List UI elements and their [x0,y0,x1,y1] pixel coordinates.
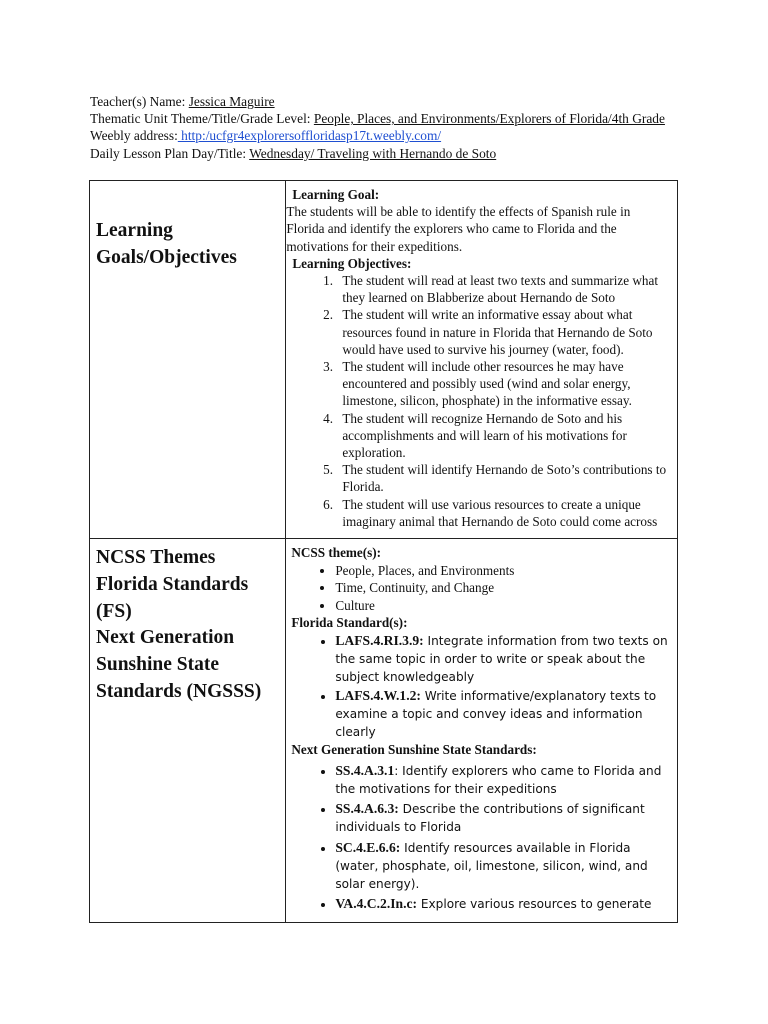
list-item: 1. The student will read at least two texts and summarize what they learned on Blabberize about Hernando de Soto [336,272,669,306]
goals-title: Learning Goals/Objectives [96,220,237,268]
list-item: 5. The student will identify Hernando de Soto’s contributions to Florida. [336,461,669,495]
standards-title-line: NCSS Themes [96,547,216,568]
standard-code: LAFS.4.W.1.2: [335,687,421,703]
list-item: 2. The student will write an informative essay about what resources found in nature in Florida that Hernando de Soto would have used to survive his journey (water, food). [336,306,669,358]
daily-value: Wednesday/ Traveling with Hernando de Soto [249,145,497,161]
standard-code: SS.4.A.3.1 [335,762,395,778]
list-item: • People, Places, and Environments [335,562,673,580]
ncss-themes-list [291,562,673,615]
standards-title-line: Next Generation [96,627,235,649]
standard-text: Identify resources available in Florida (water, phosphate, oil, limestone, silicon, wind, and solar energy). [335,840,648,891]
goals-title-cell [90,181,286,539]
teacher-line [90,93,680,110]
learning-goal-text: The students will be able to identify the effects of Spanish rule in Florida and identify the explorers who came to Florida and the motivations for their expeditions. [286,204,631,254]
florida-standards-list [291,632,673,741]
ngsss-list [291,762,673,914]
learning-goal-heading: Learning Goal: [292,187,380,202]
teacher-label: Teacher(s) Name: [90,94,189,109]
standard-code: SS.4.A.6.3: [335,801,399,817]
list-item [335,762,673,798]
standard-text: Integrate information from two texts on the same topic in order to write or speak about the subject knowledgeably [335,633,668,685]
list-item: 3. The student will include other resources he may have encountered and possibly used (wind and solar energy, limestone, silicon, phosphate) in the informative essay. [336,358,669,410]
standard-code: LAFS.4.RI.3.9: [335,632,424,648]
unit-value: People, Places, and Environments/Explorers of Florida/4th Grade [313,111,665,127]
standard-text: : Identify explorers who came to Florida and the motivations for their expeditions [335,763,662,796]
daily-label: Daily Lesson Plan Day/Title: [90,145,250,161]
list-item [335,839,673,894]
standard-text: Explore various resources to generate [417,897,652,912]
standards-row [90,539,678,923]
list-item [335,632,673,687]
standards-title-cell [90,539,286,923]
unit-label: Thematic Unit Theme/Title/Grade Level: [90,111,314,127]
standards-title-line: (FS) [96,600,132,622]
ncss-heading: NCSS theme(s): [291,545,382,560]
weebly-label: Weebly address: [90,128,178,144]
weebly-link[interactable]: http:/ucfgr4explorersoffloridasp17t.weebly.com/ [177,128,442,144]
list-item: 6. The student will use various resources to create a unique imaginary animal that Hernando de Soto could come across [336,496,669,530]
learning-objectives-heading: Learning Objectives: [292,255,412,271]
goals-content-cell [286,181,678,539]
standard-text: Write informative/explanatory texts to examine a topic and convey ideas and information clearly [335,688,657,739]
standards-title [90,545,285,706]
list-item: • Culture [335,597,673,615]
lesson-plan-table [89,180,678,923]
list-item [335,687,673,742]
list-item [335,895,673,913]
daily-line [90,145,680,162]
list-item: 4. The student will recognize Hernando de Soto and his accomplishments and will learn of his motivations for exploration. [336,410,669,462]
standards-content-cell [286,539,678,923]
objectives-list [286,272,673,530]
standard-code: VA.4.C.2.In.c: [335,896,418,912]
standards-title-line: Sunshine State [96,654,219,676]
florida-standards-heading: Florida Standard(s): [291,615,408,631]
goals-row [90,181,678,539]
unit-line [90,110,680,127]
standard-text: Describe the contributions of significant individuals to Florida [335,802,645,835]
lesson-header [90,93,680,162]
standards-title-line: Florida Standards [96,573,249,595]
standards-title-line: Standards (NGSSS) [96,680,262,702]
list-item: • Time, Continuity, and Change [335,579,673,597]
standard-code: SC.4.E.6.6: [335,839,401,855]
teacher-name: Jessica Maguire [188,94,275,109]
list-item [335,800,673,836]
ngsss-heading: Next Generation Sunshine State Standards: [291,742,537,758]
weebly-line [90,127,680,144]
